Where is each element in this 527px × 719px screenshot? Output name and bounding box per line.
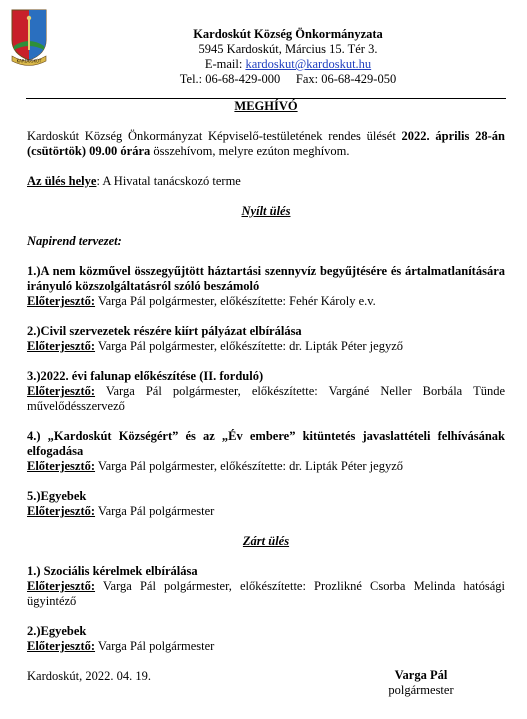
agenda-item-presenter	[27, 339, 505, 354]
agenda-item-number: 2.)	[27, 324, 41, 338]
venue-label: Az ülés helye	[27, 174, 97, 188]
agenda-item-title	[27, 429, 505, 459]
municipal-crest	[6, 6, 52, 68]
agenda-item-presenter	[27, 384, 505, 414]
agenda-item-number: 4.)	[27, 429, 41, 443]
agenda-item-text: Egyebek	[40, 489, 87, 503]
invitation-body	[27, 99, 505, 684]
agenda-item	[27, 264, 505, 309]
agenda-item-number: 1.)	[27, 564, 41, 578]
agenda-item	[27, 489, 505, 519]
agenda-item-number: 2.)	[27, 624, 41, 638]
signature-block	[371, 668, 471, 698]
date-line: Kardoskút, 2022. 04. 19.	[27, 669, 151, 683]
org-address: 5945 Kardoskút, Március 15. Tér 3.	[198, 42, 378, 56]
agenda-item-presenter	[27, 579, 505, 609]
agenda-item	[27, 429, 505, 474]
agenda-item-title	[27, 369, 505, 384]
open-session-title: Nyílt ülés	[241, 204, 291, 218]
agenda-item-presenter	[27, 639, 505, 654]
agenda-item-text: 2022. évi falunap előkészítése (II. forduló)	[40, 369, 264, 383]
letterhead	[118, 27, 458, 87]
presenter-text: Varga Pál polgármester	[95, 639, 215, 653]
email-label: E-mail:	[204, 57, 246, 71]
agenda-item-number: 3.)	[27, 369, 41, 383]
agenda-item-title	[27, 264, 505, 294]
presenter-text: Varga Pál polgármester, előkészítette: Fehér Károly e.v.	[95, 294, 376, 308]
agenda-item-presenter	[27, 504, 505, 519]
presenter-text: Varga Pál polgármester, előkészítette: dr. Lipták Péter jegyző	[95, 459, 404, 473]
venue-text: : A Hivatal tanácskozó terme	[96, 174, 241, 188]
presenter-label: Előterjesztő:	[27, 459, 96, 473]
presenter-label: Előterjesztő:	[27, 504, 96, 518]
org-phone-fax: Tel.: 06-68-429-000 Fax: 06-68-429-050	[179, 72, 397, 86]
org-email-line	[118, 57, 458, 72]
presenter-label: Előterjesztő:	[27, 294, 96, 308]
agenda-item-number: 5.)	[27, 489, 41, 503]
presenter-text: Varga Pál polgármester	[95, 504, 215, 518]
agenda-item-presenter	[27, 294, 505, 309]
agenda-item	[27, 564, 505, 609]
presenter-text: Varga Pál polgármester, előkészítette: dr. Lipták Péter jegyző	[95, 339, 404, 353]
intro-pre: Kardoskút Község Önkormányzat Képviselő-testületének rendes ülését	[27, 129, 402, 143]
agenda-item-title	[27, 324, 505, 339]
presenter-text: Varga Pál polgármester, előkészítette: Prozlikné Csorba Melinda hatósági ügyintéző	[27, 579, 505, 608]
venue-line	[27, 174, 505, 189]
agenda-item-text: A nem közművel összegyűjtött háztartási szennyvíz begyűjtésére és ártalmatlanítására irányuló közszolgáltatásról szóló beszámoló	[27, 264, 505, 293]
agenda-label: Napirend tervezet:	[27, 234, 122, 248]
intro-paragraph	[27, 129, 505, 159]
presenter-label: Előterjesztő:	[27, 339, 96, 353]
presenter-label: Előterjesztő:	[27, 639, 96, 653]
agenda-item	[27, 624, 505, 654]
agenda-item-text: Egyebek	[40, 624, 87, 638]
presenter-label: Előterjesztő:	[27, 384, 96, 398]
org-name: Kardoskút Község Önkormányzata	[193, 27, 383, 41]
presenter-label: Előterjesztő:	[27, 579, 96, 593]
intro-post: összehívom, melyre ezúton meghívom.	[150, 144, 350, 158]
signer-name: Varga Pál	[394, 668, 448, 682]
doc-title: MEGHÍVÓ	[234, 99, 298, 113]
crest-ribbon-text: KARDOSKÚT	[16, 58, 42, 64]
signer-title: polgármester	[388, 683, 454, 697]
agenda-item-title	[27, 564, 505, 579]
agenda-item-text: Civil szervezetek részére kiírt pályázat elbírálása	[40, 324, 302, 338]
presenter-text: Varga Pál polgármester, előkészítette: Vargáné Neller Borbála Tünde művelődésszervező	[27, 384, 505, 413]
email-link[interactable]: kardoskut@kardoskut.hu	[245, 57, 372, 71]
agenda-item-text: „Kardoskút Községért” és az „Év embere” kitüntetés javaslattételi felhívásának elfogadása	[27, 429, 505, 458]
agenda-item-title	[27, 624, 505, 639]
agenda-item-title	[27, 489, 505, 504]
crest-shield-icon	[6, 6, 52, 68]
closed-session-title: Zárt ülés	[242, 534, 290, 548]
intro-date: 2022. április 28-án (csütörtök) 09.00 órára	[27, 129, 505, 158]
agenda-item-number: 1.)	[27, 264, 41, 278]
agenda-item-presenter	[27, 459, 505, 474]
agenda-item	[27, 324, 505, 354]
agenda-item-text: Szociális kérelmek elbírálása	[43, 564, 198, 578]
agenda-item	[27, 369, 505, 414]
